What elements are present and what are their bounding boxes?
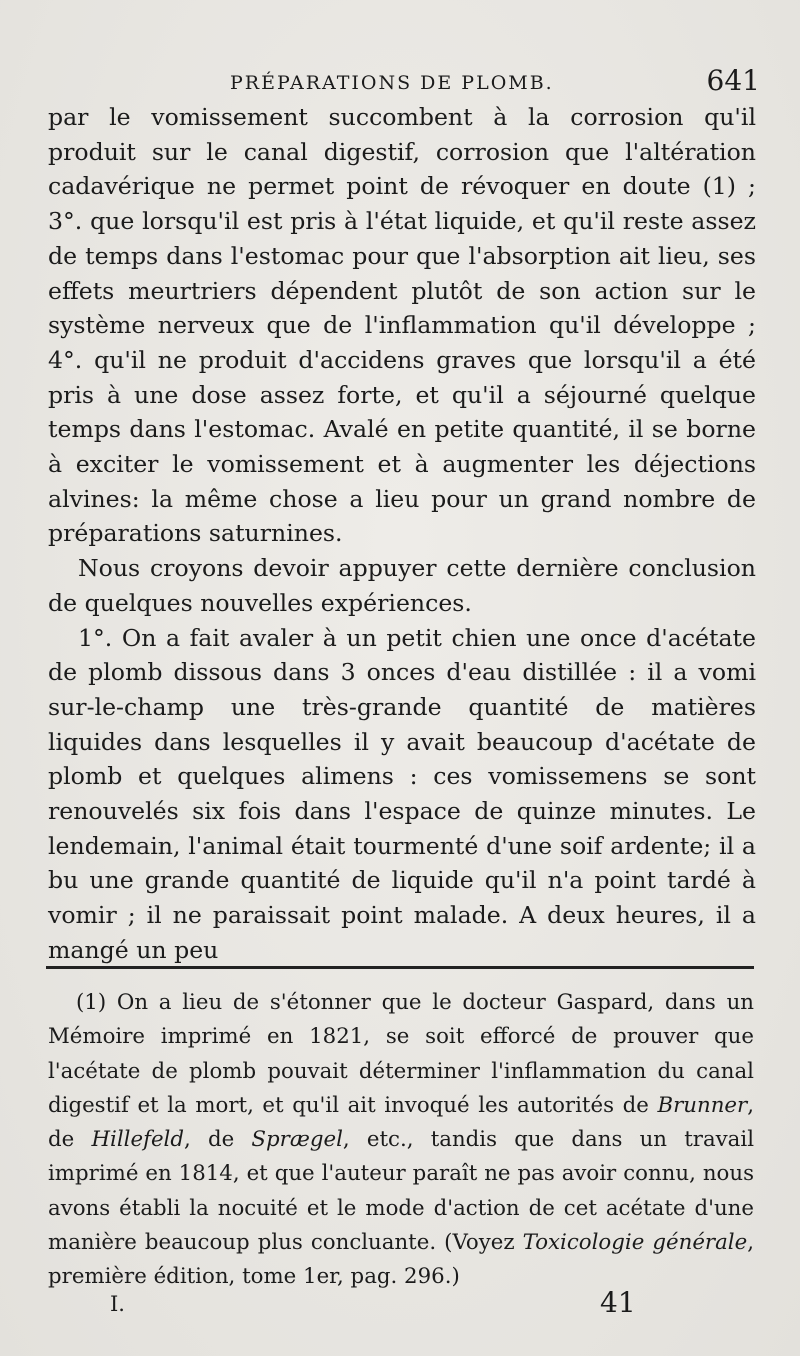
page-number: 641: [706, 64, 760, 97]
footnote-text-3: , de: [184, 1127, 252, 1153]
signature-mark: I.: [110, 1292, 125, 1316]
footnote-text-2: , de: [48, 1092, 754, 1153]
body-text: [48, 100, 756, 968]
footnote-text-4: , etc., tandis que dans un travail imprimé en 1814, et que l'auteur paraît ne pas avoir connu, nous avons établi la nocuité et le mode d'action de cet acétate d'une manière beaucoup plus concluante. (Voyez: [48, 1127, 755, 1256]
paragraph-experiment-1: 1°. On a fait avaler à un petit chien une once d'acétate de plomb dissous dans 3 onces d'eau distillée : il a vomi sur-le-champ une très-grande quantité de matières liquides dans lesquelles il y avait beaucoup d'acétate de plomb et quelques alimens : ces vomissemens se sont renouvelés six fois dans l'espace de quinze minutes. Le lendemain, l'animal était tourmenté d'une soif ardente; il a bu une grande quantité de liquide qu'il n'a point tardé à vomir ; il ne paraissait point malade. A deux heures, il a mangé un peu: [48, 623, 756, 964]
footnote: [48, 986, 754, 1295]
footnote-author-hillefeld: Hillefeld: [91, 1127, 184, 1153]
folio-number: 41: [600, 1286, 636, 1319]
footnote-author-brunner: Brunner: [657, 1092, 748, 1118]
paragraph-continuation: par le vomissement succombent à la corrosion qu'il produit sur le canal digestif, corrosion que l'altération cadavérique ne permet point de révoquer en doute (1) ; 3°. que lorsqu'il est pris à l'état liquide, et qu'il reste assez de temps dans l'estomac pour que l'absorption ait lieu, ses effets meurtriers dépendent plutôt de son action sur le système nerveux que de l'inflammation qu'il développe ; 4°. qu'il ne produit d'accidens graves que lorsqu'il a été pris à une dose assez forte, et qu'il a séjourné quelque temps dans l'estomac. Avalé en petite quantité, il se borne à exciter le vomissement et à augmenter les déjections alvines: la même chose a lieu pour un grand nombre de préparations saturnines.: [48, 103, 756, 548]
footnote-author-spraegel: Sprægel: [251, 1127, 343, 1153]
footnote-rule: [46, 966, 754, 969]
footnote-book-title: Toxicologie générale: [522, 1230, 748, 1256]
footnote-text-1: (1) On a lieu de s'étonner que le docteur Gaspard, dans un Mémoire imprimé en 1821, se soit efforcé de prouver que l'acétate de plomb pouvait déterminer l'inflammation du canal digestif et la mort, et qu'il ait invoqué les autorités de: [48, 990, 754, 1118]
paragraph-conclusion: Nous croyons devoir appuyer cette dernière conclusion de quelques nouvelles expériences.: [48, 554, 756, 617]
running-title: PRÉPARATIONS DE PLOMB.: [230, 72, 554, 94]
page-header: [48, 64, 760, 100]
footnote-text-5: , première édition, tome 1er, pag. 296.): [48, 1230, 754, 1290]
footnote-paragraph: [48, 986, 754, 1295]
